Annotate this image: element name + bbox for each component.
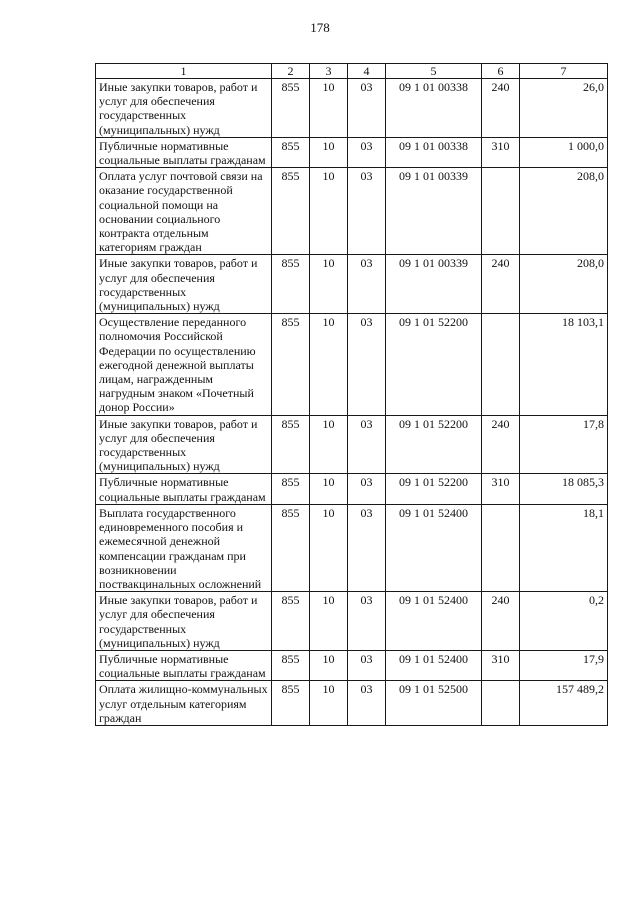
row-sum: 157 489,2	[520, 681, 608, 726]
header-row	[96, 64, 608, 79]
row-name: Иные закупки товаров, работ и услуг для обеспечения государственных (муниципальных) нужд	[96, 255, 272, 314]
row-vr: 310	[482, 137, 520, 167]
row-name: Публичные нормативные социальные выплаты гражданам	[96, 137, 272, 167]
row-section: 10	[310, 681, 348, 726]
row-vr: 240	[482, 255, 520, 314]
column-header: 4	[348, 64, 386, 79]
row-sum: 18 103,1	[520, 314, 608, 415]
table-row	[96, 314, 608, 415]
row-vr: 240	[482, 79, 520, 138]
row-subsection: 03	[348, 415, 386, 474]
row-csr: 09 1 01 52400	[386, 592, 482, 651]
row-vr	[482, 314, 520, 415]
row-section: 10	[310, 137, 348, 167]
table-body	[96, 79, 608, 726]
row-grbs: 855	[272, 681, 310, 726]
row-name: Оплата жилищно-коммунальных услуг отдельным категориям граждан	[96, 681, 272, 726]
page-number: 178	[310, 20, 330, 35]
row-vr	[482, 168, 520, 255]
row-grbs: 855	[272, 137, 310, 167]
column-header: 3	[310, 64, 348, 79]
row-grbs: 855	[272, 255, 310, 314]
row-section: 10	[310, 504, 348, 591]
row-vr: 240	[482, 592, 520, 651]
row-csr: 09 1 01 52200	[386, 314, 482, 415]
row-section: 10	[310, 168, 348, 255]
row-grbs: 855	[272, 504, 310, 591]
table-row	[96, 504, 608, 591]
budget-table	[95, 63, 608, 726]
row-name: Осуществление переданного полномочия Российской Федерации по осуществлению ежегодной денежной выплаты лицам, награжденным нагрудным знаком «Почетный донор России»	[96, 314, 272, 415]
table-row	[96, 255, 608, 314]
row-name: Оплата услуг почтовой связи на оказание государственной социальной помощи на основании социального контракта отдельным категориям граждан	[96, 168, 272, 255]
table-row	[96, 650, 608, 680]
row-section: 10	[310, 255, 348, 314]
row-subsection: 03	[348, 314, 386, 415]
row-section: 10	[310, 415, 348, 474]
row-csr: 09 1 01 52400	[386, 650, 482, 680]
column-header: 7	[520, 64, 608, 79]
row-subsection: 03	[348, 592, 386, 651]
row-subsection: 03	[348, 474, 386, 504]
row-vr: 310	[482, 650, 520, 680]
row-grbs: 855	[272, 650, 310, 680]
row-csr: 09 1 01 52500	[386, 681, 482, 726]
row-csr: 09 1 01 00339	[386, 255, 482, 314]
row-grbs: 855	[272, 415, 310, 474]
row-name: Публичные нормативные социальные выплаты гражданам	[96, 474, 272, 504]
row-sum: 208,0	[520, 255, 608, 314]
table-row	[96, 681, 608, 726]
row-subsection: 03	[348, 650, 386, 680]
row-grbs: 855	[272, 474, 310, 504]
row-name: Выплата государственного единовременного пособия и ежемесячной денежной компенсации гражданам при возникновении поствакцинальных осложнений	[96, 504, 272, 591]
row-section: 10	[310, 474, 348, 504]
row-sum: 1 000,0	[520, 137, 608, 167]
row-subsection: 03	[348, 255, 386, 314]
table-row	[96, 415, 608, 474]
row-section: 10	[310, 79, 348, 138]
table-row	[96, 592, 608, 651]
row-sum: 17,8	[520, 415, 608, 474]
row-name: Публичные нормативные социальные выплаты гражданам	[96, 650, 272, 680]
row-grbs: 855	[272, 314, 310, 415]
row-csr: 09 1 01 52200	[386, 474, 482, 504]
row-subsection: 03	[348, 79, 386, 138]
row-sum: 18,1	[520, 504, 608, 591]
row-section: 10	[310, 650, 348, 680]
row-name: Иные закупки товаров, работ и услуг для обеспечения государственных (муниципальных) нужд	[96, 415, 272, 474]
row-vr: 240	[482, 415, 520, 474]
row-subsection: 03	[348, 137, 386, 167]
row-vr	[482, 681, 520, 726]
column-header: 5	[386, 64, 482, 79]
table-row	[96, 474, 608, 504]
row-sum: 0,2	[520, 592, 608, 651]
row-name: Иные закупки товаров, работ и услуг для обеспечения государственных (муниципальных) нужд	[96, 592, 272, 651]
row-subsection: 03	[348, 504, 386, 591]
row-csr: 09 1 01 00338	[386, 79, 482, 138]
column-header: 6	[482, 64, 520, 79]
row-grbs: 855	[272, 168, 310, 255]
row-csr: 09 1 01 00338	[386, 137, 482, 167]
row-subsection: 03	[348, 681, 386, 726]
row-section: 10	[310, 314, 348, 415]
row-grbs: 855	[272, 592, 310, 651]
table-row	[96, 168, 608, 255]
row-vr	[482, 504, 520, 591]
table-row	[96, 137, 608, 167]
row-sum: 17,9	[520, 650, 608, 680]
row-subsection: 03	[348, 168, 386, 255]
row-sum: 26,0	[520, 79, 608, 138]
column-header: 1	[96, 64, 272, 79]
row-name: Иные закупки товаров, работ и услуг для обеспечения государственных (муниципальных) нужд	[96, 79, 272, 138]
row-csr: 09 1 01 00339	[386, 168, 482, 255]
row-section: 10	[310, 592, 348, 651]
row-sum: 18 085,3	[520, 474, 608, 504]
row-csr: 09 1 01 52400	[386, 504, 482, 591]
row-sum: 208,0	[520, 168, 608, 255]
row-grbs: 855	[272, 79, 310, 138]
table-row	[96, 79, 608, 138]
row-vr: 310	[482, 474, 520, 504]
column-header: 2	[272, 64, 310, 79]
row-csr: 09 1 01 52200	[386, 415, 482, 474]
